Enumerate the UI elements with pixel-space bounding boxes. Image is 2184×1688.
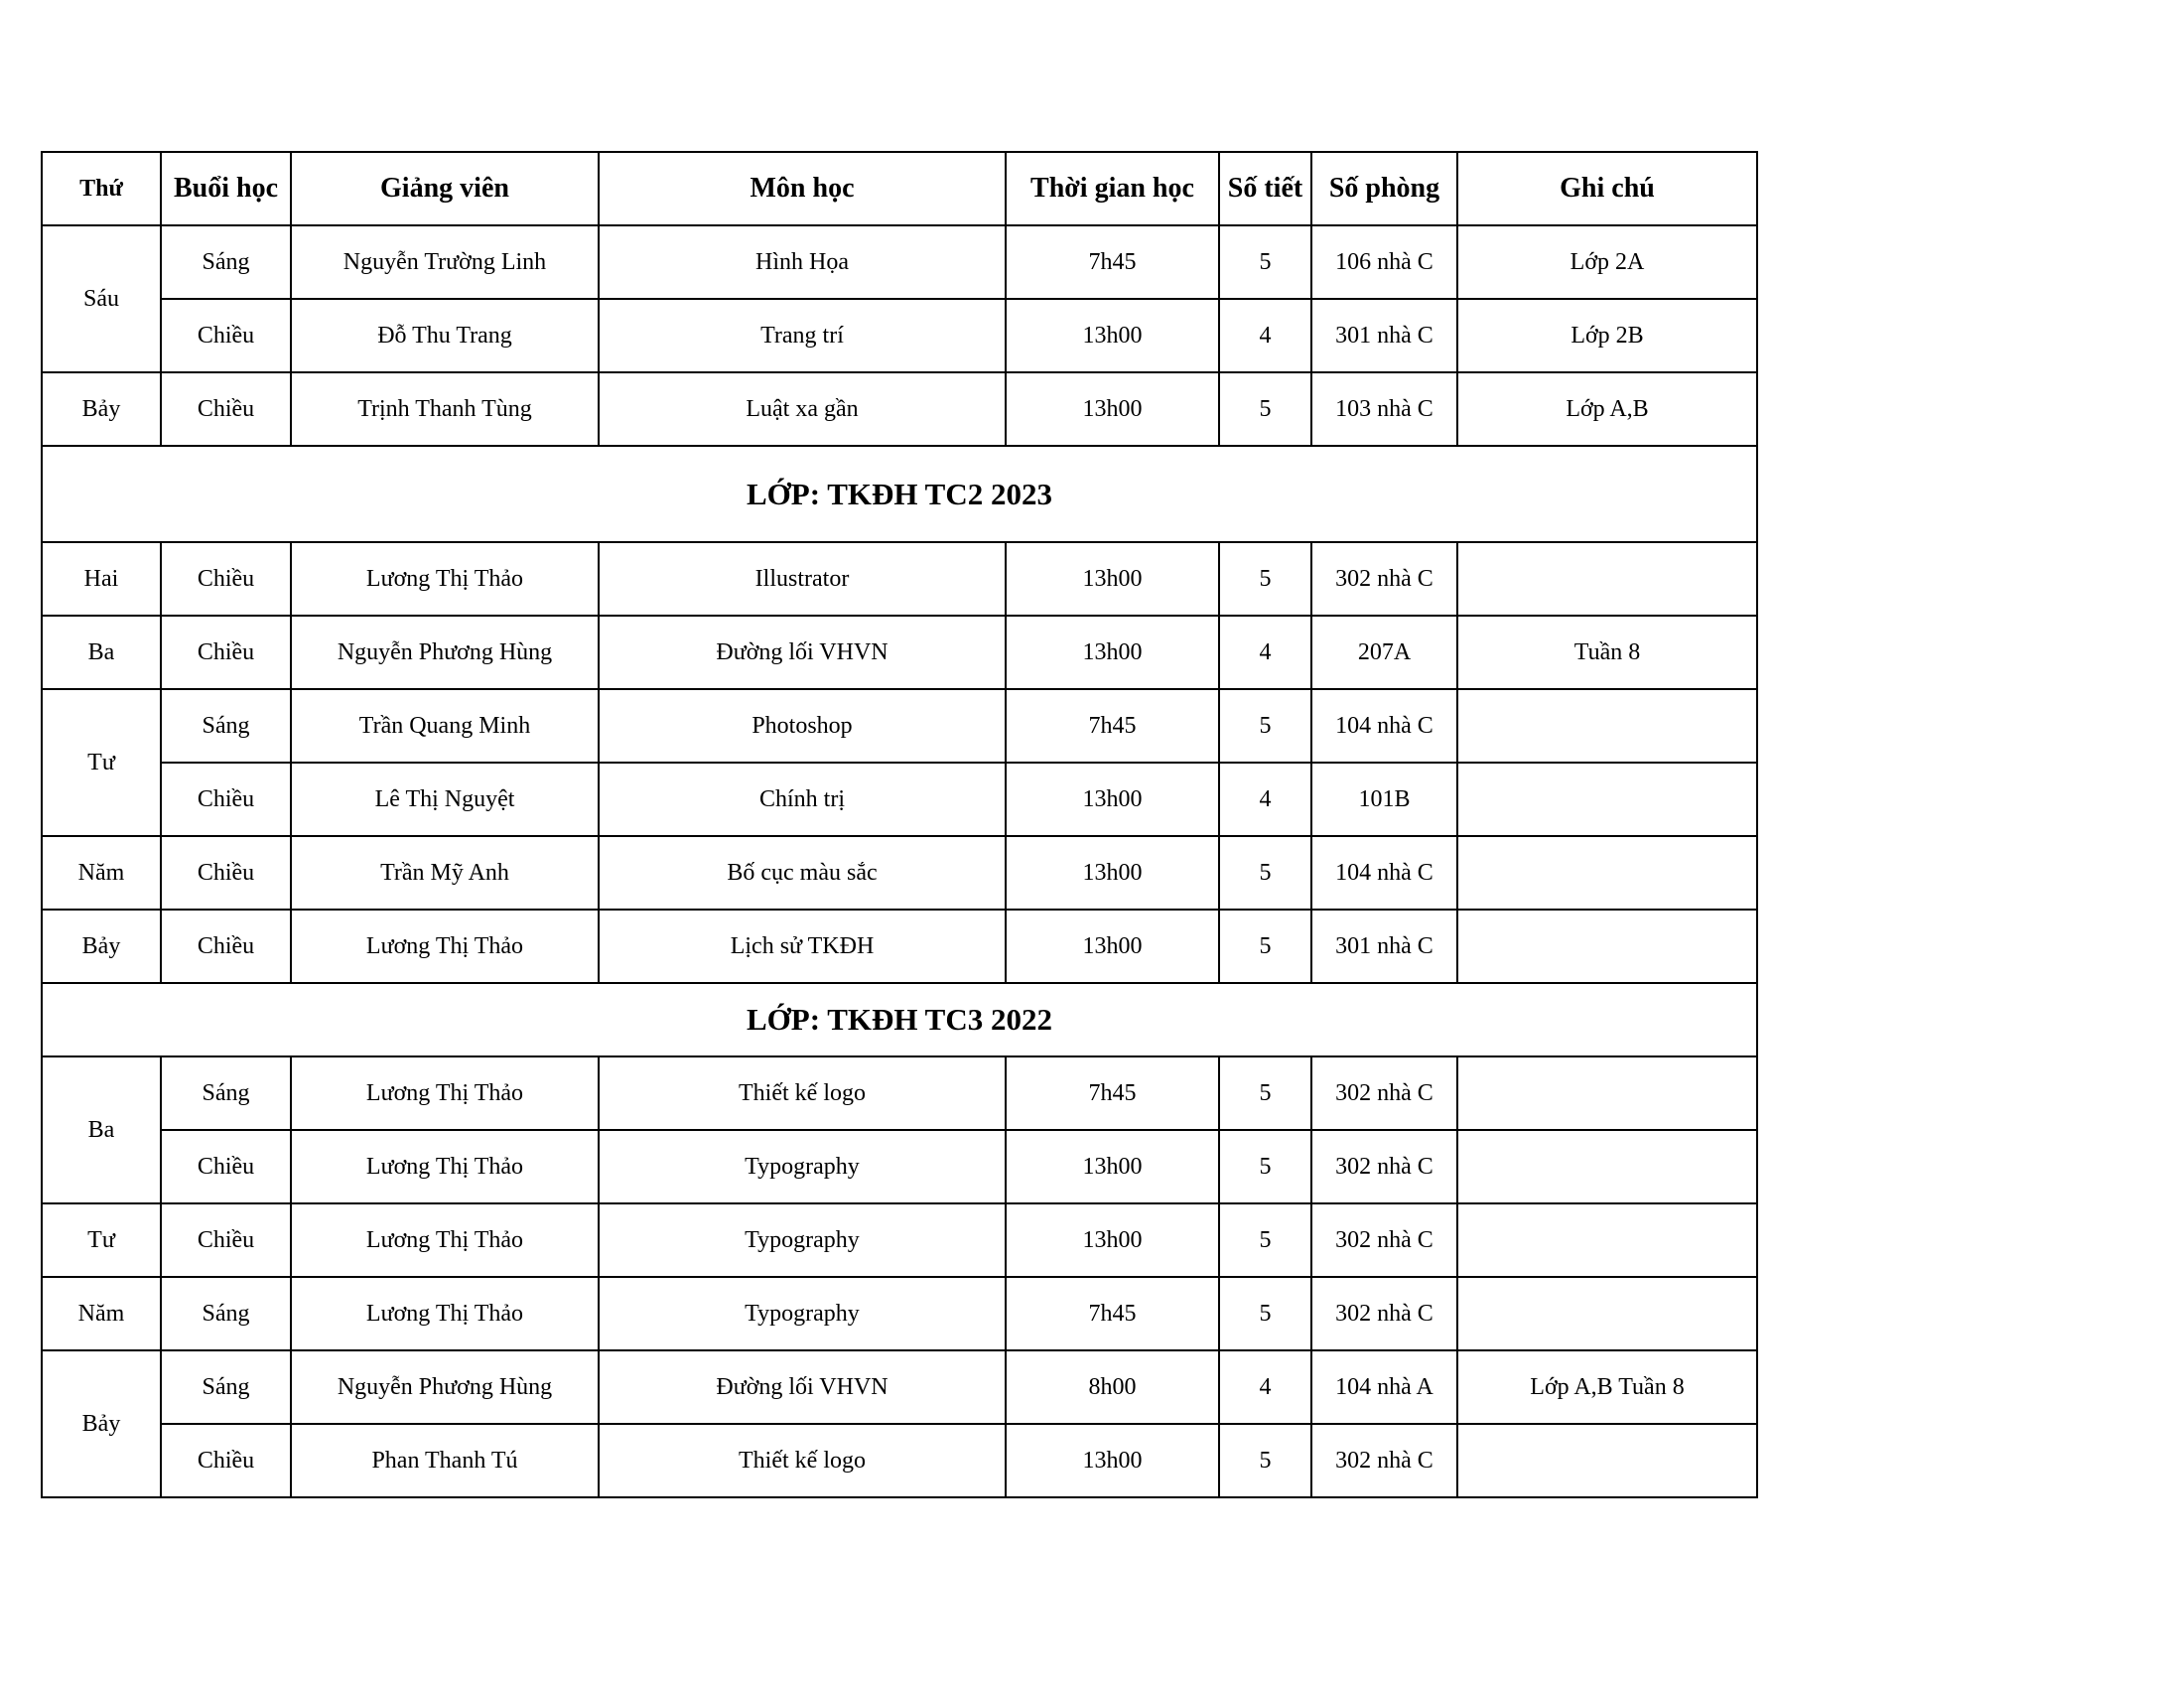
periods-cell: 4 [1219, 299, 1311, 372]
periods-cell: 4 [1219, 763, 1311, 836]
time-cell: 13h00 [1006, 616, 1219, 689]
section-title: LỚP: TKĐH TC2 2023 [42, 446, 1757, 542]
session-cell: Sáng [161, 1350, 291, 1424]
room-cell: 302 nhà C [1311, 1424, 1457, 1497]
day-cell: Năm [42, 1277, 161, 1350]
subject-cell: Thiết kế logo [599, 1424, 1006, 1497]
time-cell: 13h00 [1006, 542, 1219, 616]
table-row [42, 836, 1757, 910]
day-cell: Bảy [42, 1350, 161, 1497]
lecturer-cell: Lương Thị Thảo [291, 1130, 599, 1203]
note-cell: Lớp A,B Tuần 8 [1457, 1350, 1757, 1424]
periods-cell: 5 [1219, 1277, 1311, 1350]
session-cell: Chiều [161, 836, 291, 910]
room-cell: 104 nhà A [1311, 1350, 1457, 1424]
session-cell: Chiều [161, 372, 291, 446]
room-cell: 301 nhà C [1311, 299, 1457, 372]
subject-cell: Đường lối VHVN [599, 616, 1006, 689]
note-cell: Lớp A,B [1457, 372, 1757, 446]
table-row [42, 763, 1757, 836]
table-row [42, 910, 1757, 983]
time-cell: 7h45 [1006, 225, 1219, 299]
header-buoi-hoc: Buổi học [161, 152, 291, 225]
time-cell: 13h00 [1006, 910, 1219, 983]
table-row [42, 299, 1757, 372]
session-cell: Chiều [161, 1130, 291, 1203]
lecturer-cell: Lương Thị Thảo [291, 1056, 599, 1130]
periods-cell: 5 [1219, 225, 1311, 299]
lecturer-cell: Trịnh Thanh Tùng [291, 372, 599, 446]
table-row [42, 542, 1757, 616]
time-cell: 13h00 [1006, 1203, 1219, 1277]
session-cell: Chiều [161, 299, 291, 372]
section-row [42, 446, 1757, 542]
lecturer-cell: Nguyễn Trường Linh [291, 225, 599, 299]
periods-cell: 4 [1219, 616, 1311, 689]
day-cell: Ba [42, 616, 161, 689]
session-cell: Chiều [161, 910, 291, 983]
day-cell: Bảy [42, 910, 161, 983]
lecturer-cell: Lương Thị Thảo [291, 1203, 599, 1277]
subject-cell: Lịch sử TKĐH [599, 910, 1006, 983]
session-cell: Chiều [161, 1424, 291, 1497]
periods-cell: 5 [1219, 1424, 1311, 1497]
note-cell: Tuần 8 [1457, 616, 1757, 689]
table-row [42, 1203, 1757, 1277]
table-row [42, 616, 1757, 689]
periods-cell: 5 [1219, 1130, 1311, 1203]
time-cell: 13h00 [1006, 1130, 1219, 1203]
room-cell: 103 nhà C [1311, 372, 1457, 446]
header-mon-hoc: Môn học [599, 152, 1006, 225]
room-cell: 106 nhà C [1311, 225, 1457, 299]
header-thoi-gian-hoc: Thời gian học [1006, 152, 1219, 225]
lecturer-cell: Lương Thị Thảo [291, 910, 599, 983]
session-cell: Chiều [161, 542, 291, 616]
session-cell: Chiều [161, 616, 291, 689]
header-giang-vien: Giảng viên [291, 152, 599, 225]
subject-cell: Typography [599, 1277, 1006, 1350]
subject-cell: Thiết kế logo [599, 1056, 1006, 1130]
subject-cell: Chính trị [599, 763, 1006, 836]
periods-cell: 5 [1219, 836, 1311, 910]
note-cell [1457, 1424, 1757, 1497]
session-cell: Chiều [161, 1203, 291, 1277]
session-cell: Sáng [161, 689, 291, 763]
table-row [42, 225, 1757, 299]
day-cell: Sáu [42, 225, 161, 372]
subject-cell: Typography [599, 1130, 1006, 1203]
section-row [42, 983, 1757, 1056]
lecturer-cell: Nguyễn Phương Hùng [291, 1350, 599, 1424]
note-cell [1457, 1130, 1757, 1203]
header-so-phong: Số phòng [1311, 152, 1457, 225]
lecturer-cell: Phan Thanh Tú [291, 1424, 599, 1497]
note-cell: Lớp 2A [1457, 225, 1757, 299]
table-row [42, 1056, 1757, 1130]
day-cell: Ba [42, 1056, 161, 1203]
periods-cell: 5 [1219, 910, 1311, 983]
room-cell: 104 nhà C [1311, 836, 1457, 910]
session-cell: Sáng [161, 1056, 291, 1130]
periods-cell: 5 [1219, 1056, 1311, 1130]
table-row [42, 372, 1757, 446]
time-cell: 13h00 [1006, 836, 1219, 910]
subject-cell: Hình Họa [599, 225, 1006, 299]
header-thu: Thứ [42, 152, 161, 225]
subject-cell: Luật xa gần [599, 372, 1006, 446]
header-ghi-chu: Ghi chú [1457, 152, 1757, 225]
subject-cell: Illustrator [599, 542, 1006, 616]
note-cell [1457, 836, 1757, 910]
note-cell [1457, 542, 1757, 616]
table-row [42, 1277, 1757, 1350]
subject-cell: Typography [599, 1203, 1006, 1277]
time-cell: 13h00 [1006, 1424, 1219, 1497]
room-cell: 101B [1311, 763, 1457, 836]
note-cell [1457, 1203, 1757, 1277]
table-row [42, 1130, 1757, 1203]
table-row [42, 1350, 1757, 1424]
time-cell: 7h45 [1006, 1277, 1219, 1350]
periods-cell: 5 [1219, 689, 1311, 763]
subject-cell: Đường lối VHVN [599, 1350, 1006, 1424]
time-cell: 7h45 [1006, 1056, 1219, 1130]
room-cell: 302 nhà C [1311, 1130, 1457, 1203]
room-cell: 301 nhà C [1311, 910, 1457, 983]
day-cell: Tư [42, 689, 161, 836]
note-cell [1457, 763, 1757, 836]
day-cell: Năm [42, 836, 161, 910]
subject-cell: Photoshop [599, 689, 1006, 763]
lecturer-cell: Trần Mỹ Anh [291, 836, 599, 910]
header-row [42, 152, 1757, 225]
time-cell: 13h00 [1006, 299, 1219, 372]
session-cell: Sáng [161, 1277, 291, 1350]
periods-cell: 5 [1219, 372, 1311, 446]
periods-cell: 4 [1219, 1350, 1311, 1424]
table-row [42, 689, 1757, 763]
table-row [42, 1424, 1757, 1497]
periods-cell: 5 [1219, 1203, 1311, 1277]
note-cell [1457, 910, 1757, 983]
time-cell: 13h00 [1006, 372, 1219, 446]
day-cell: Hai [42, 542, 161, 616]
lecturer-cell: Lương Thị Thảo [291, 542, 599, 616]
time-cell: 7h45 [1006, 689, 1219, 763]
session-cell: Chiều [161, 763, 291, 836]
note-cell [1457, 1277, 1757, 1350]
room-cell: 302 nhà C [1311, 1203, 1457, 1277]
day-cell: Tư [42, 1203, 161, 1277]
subject-cell: Bố cục màu sắc [599, 836, 1006, 910]
subject-cell: Trang trí [599, 299, 1006, 372]
note-cell: Lớp 2B [1457, 299, 1757, 372]
schedule-table [41, 151, 1758, 1498]
time-cell: 13h00 [1006, 763, 1219, 836]
lecturer-cell: Lương Thị Thảo [291, 1277, 599, 1350]
lecturer-cell: Đỗ Thu Trang [291, 299, 599, 372]
note-cell [1457, 689, 1757, 763]
note-cell [1457, 1056, 1757, 1130]
room-cell: 302 nhà C [1311, 1277, 1457, 1350]
lecturer-cell: Nguyễn Phương Hùng [291, 616, 599, 689]
day-cell: Bảy [42, 372, 161, 446]
room-cell: 207A [1311, 616, 1457, 689]
session-cell: Sáng [161, 225, 291, 299]
header-so-tiet: Số tiết [1219, 152, 1311, 225]
time-cell: 8h00 [1006, 1350, 1219, 1424]
periods-cell: 5 [1219, 542, 1311, 616]
room-cell: 302 nhà C [1311, 542, 1457, 616]
room-cell: 104 nhà C [1311, 689, 1457, 763]
room-cell: 302 nhà C [1311, 1056, 1457, 1130]
lecturer-cell: Lê Thị Nguyệt [291, 763, 599, 836]
section-title: LỚP: TKĐH TC3 2022 [42, 983, 1757, 1056]
lecturer-cell: Trần Quang Minh [291, 689, 599, 763]
